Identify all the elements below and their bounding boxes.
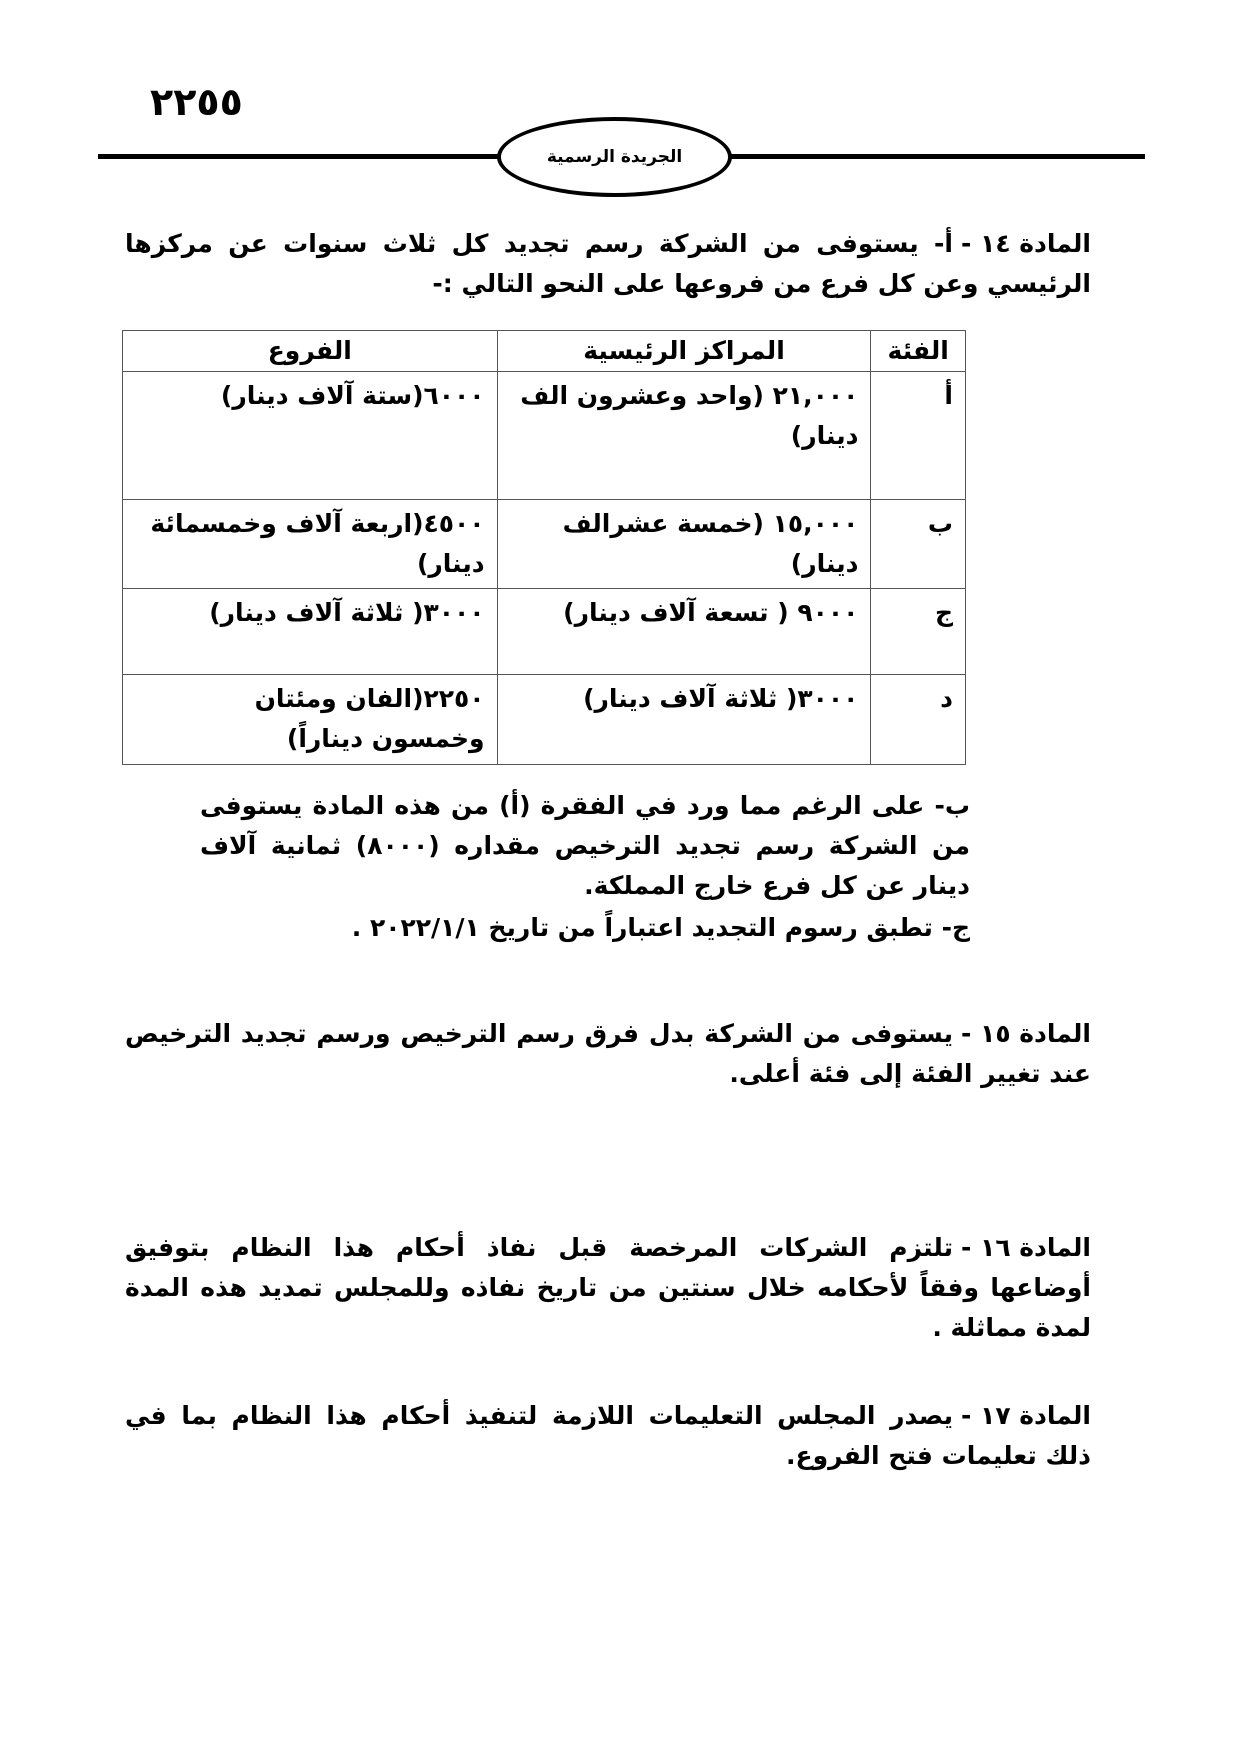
header-branches: الفروع [123, 331, 498, 372]
article-17-heading: المادة ١٧ - [960, 1401, 1091, 1430]
row-branch-fee: ٦٠٠٠(ستة آلاف دينار) [123, 372, 498, 500]
article-16-heading: المادة ١٦ - [960, 1233, 1091, 1262]
article-14-para-c: ج- تطبق رسوم التجديد اعتباراً من تاريخ ٢٠٢٢/١/١ . [351, 913, 970, 942]
article-16 [125, 1228, 1091, 1348]
table-header-row [123, 331, 966, 372]
row-branch-fee: ٣٠٠٠( ثلاثة آلاف دينار) [123, 589, 498, 675]
table-row [123, 589, 966, 675]
header-category: الفئة [871, 331, 966, 372]
row-branch-fee: ٤٥٠٠(اربعة آلاف وخمسمائة دينار) [123, 500, 498, 589]
header-main-centers: المراكز الرئيسية [497, 331, 871, 372]
article-15-heading: المادة ١٥ - [960, 1019, 1091, 1048]
page-number: ٢٢٥٥ [150, 80, 243, 124]
article-15-text: يستوفى من الشركة بدل فرق رسم الترخيص ورسم تجديد الترخيص عند تغيير الفئة إلى فئة أعلى. [125, 1019, 1091, 1088]
row-main-fee: ٩٠٠٠ ( تسعة آلاف دينار) [497, 589, 871, 675]
row-branch-fee: ٢٢٥٠(الفان ومئتان وخمسون ديناراً) [123, 675, 498, 765]
row-main-fee: ٢١,٠٠٠ (واحد وعشرون الف دينار) [497, 372, 871, 500]
table-row [123, 500, 966, 589]
table-row [123, 372, 966, 500]
table-row [123, 675, 966, 765]
article-16-text: تلتزم الشركات المرخصة قبل نفاذ أحكام هذا النظام بتوفيق أوضاعها وفقاً لأحكامه خلال سنتين من تاريخ نفاذه وللمجلس تمديد هذه المدة لمدة مماثلة . [125, 1233, 1091, 1342]
article-14-intro-text: أ- يستوفى من الشركة رسم تجديد كل ثلاث سنوات عن مركزها الرئيسي وعن كل فرع من فروعها على النحو التالي :- [125, 229, 1091, 298]
article-14-heading: المادة ١٤ - [960, 229, 1091, 258]
article-15 [125, 1014, 1091, 1094]
row-category: ب [871, 500, 966, 589]
article-17 [125, 1396, 1091, 1476]
row-main-fee: ٣٠٠٠( ثلاثة آلاف دينار) [497, 675, 871, 765]
row-main-fee: ١٥,٠٠٠ (خمسة عشرالف دينار) [497, 500, 871, 589]
fees-table [122, 330, 966, 765]
gazette-title-oval [497, 117, 732, 197]
row-category: أ [871, 372, 966, 500]
gazette-title: الجريدة الرسمية [546, 147, 683, 167]
article-17-text: يصدر المجلس التعليمات اللازمة لتنفيذ أحكام هذا النظام بما في ذلك تعليمات فتح الفروع. [125, 1401, 1091, 1470]
article-14-para-b: ب- على الرغم مما ورد في الفقرة (أ) من هذه المادة يستوفى من الشركة رسم تجديد الترخيص مقداره (٨٠٠٠) ثمانية آلاف دينار عن كل فرع خارج المملكة. [200, 791, 970, 900]
article-14-intro [125, 224, 1091, 304]
row-category: د [871, 675, 966, 765]
row-category: ج [871, 589, 966, 675]
